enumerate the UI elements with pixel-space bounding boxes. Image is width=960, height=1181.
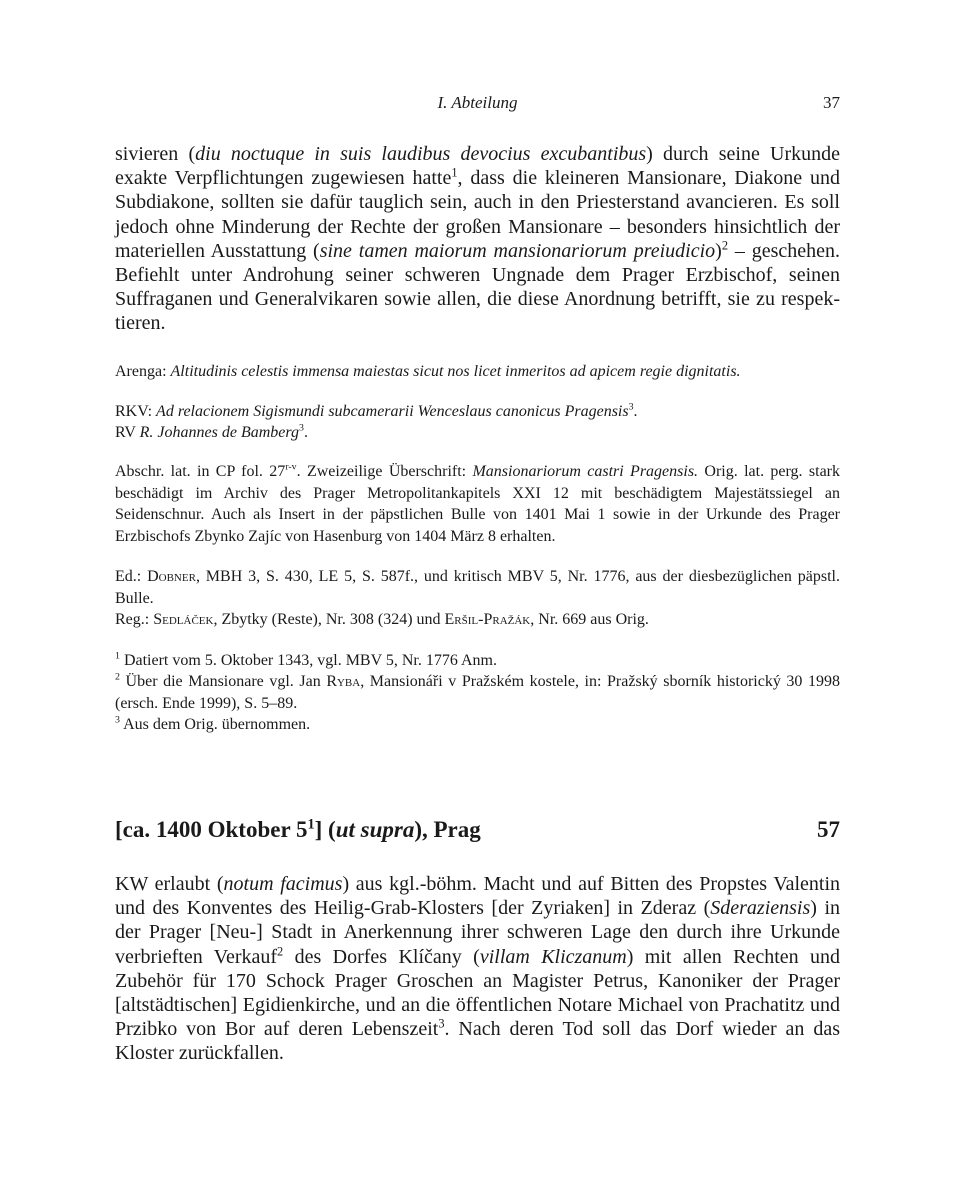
rv-line: RV R. Johannes de Bamberg$^3$. — [115, 422, 308, 441]
entry-number: 57 — [817, 817, 840, 842]
footnote-ref: 3 — [628, 401, 634, 413]
entry-date-place: [ca. 1400 Oktober $5^1$] (ut supra), Prag — [115, 816, 481, 842]
footnote-ref: 3 — [438, 1016, 445, 1031]
entry-heading — [115, 817, 840, 851]
footnote-ref: 2 — [277, 943, 284, 958]
page-number: 37 — [823, 93, 840, 112]
footnote-3: $^3$ Aus dem Orig. übernommen. — [115, 714, 311, 733]
footnote-1: $^1$ Datiert vom 5. Oktober 1343, vgl. MBV 5, Nr. 1776 Anm. — [115, 650, 497, 669]
footnote-2: $^2$ Über die Mansionare vgl. Jan Ryba, Mansionáři v Pražském kostele, in: Pražský sborník historický 30 1998 (ersch. Ende 1999), S. 5–89. — [115, 671, 841, 712]
footnote-ref: 1 — [451, 165, 458, 180]
regest-paragraph-prev: sivieren (diu noctuque in suis laudibus devocius excubantibus) durch seine Urkunde exakte Verpflichtungen zugewiesen hatte$^1$, dass die kleineren Mansionare, Diakone und Subdiakone, sollten sie dafür tauglich sein, auch in den Priesterstand avancieren. Es soll jedoch ohne Minderung der Rechte der großen Mansionare – besonders hinsichtlich der materiellen Ausstattung (sine tamen maiorum mansionariorum preiudicio)$^2$ – geschehen. Befiehlt unter Androhung seiner schweren Ungnade dem Prager Erzbischof, seinen Suffraganen und Generalvikaren sowie allen, die diese Anordnung betrifft, sie zu respek-tieren. — [115, 143, 840, 335]
regest-paragraph-57: KW erlaubt (notum facimus) aus kgl.-böhm. Macht und auf Bitten des Propstes Valentin und des Konventes des Heilig-Grab-Klosters [der Zyriaken] in Zderaz (Sderaziensis) in der Prager [Neu-] Stadt in Anerkennung ihrer schweren Lage den durch ihre Urkunde verbrieften Verkauf$^2$ des Dorfes Klíčany (villam Kliczanum) mit allen Rechten und Zubehör für 170 Schock Prager Groschen an Magister Petrus, Kanoniker der Prager [altstädtischen] Egidienkirche, und an die öffentlichen Notare Michael von Prachatitz und Przibko von Bor auf deren Lebenszeit$^3$. Nach deren Tod soll das Dorf wieder an das Kloster zurückfallen. — [115, 873, 841, 1065]
footnote-ref: 2 — [721, 238, 729, 253]
regest-reference-paragraph: Reg.: Sedláček, Zbytky (Reste), Nr. 308 (324) und Eršil-Pražák, Nr. 669 aus Orig. — [115, 611, 649, 628]
running-header — [115, 93, 840, 117]
running-title: I. Abteilung — [437, 93, 518, 112]
transmission-paragraph: Abschr. lat. in CP fol. 27$^{r-v}$. Zweizeilige Überschrift: Mansionariorum castri Pragensis. Orig. lat. perg. stark beschädigt im Archiv des Prager Metropolitankapitels XXI 12 mit beschädigtem Majestätssiegel an Seidenschnur. Auch als Insert in der päpstlichen Bulle von 1401 Mai 1 sowie in der Urkunde des Prager Erzbischofs Zbynko Zajíc von Hasenburg von 1404 März 8 erhalten. — [115, 461, 841, 545]
footnote-ref: 3 — [299, 422, 304, 434]
arenga-line: Arenga: Altitudinis celestis immensa maiestas sicut nos licet inmeritos ad apicem regie dignitatis. — [115, 363, 741, 380]
rkv-line: RKV: Ad relacionem Sigismundi subcamerarii Wenceslaus canonicus Pragensis$^3$. — [115, 401, 638, 420]
edition-paragraph: Ed.: Dobner, MBH 3, S. 430, LE 5, S. 587f., und kritisch MBV 5, Nr. 1776, aus der diesbezüglichen päpstl. Bulle. — [115, 568, 841, 607]
